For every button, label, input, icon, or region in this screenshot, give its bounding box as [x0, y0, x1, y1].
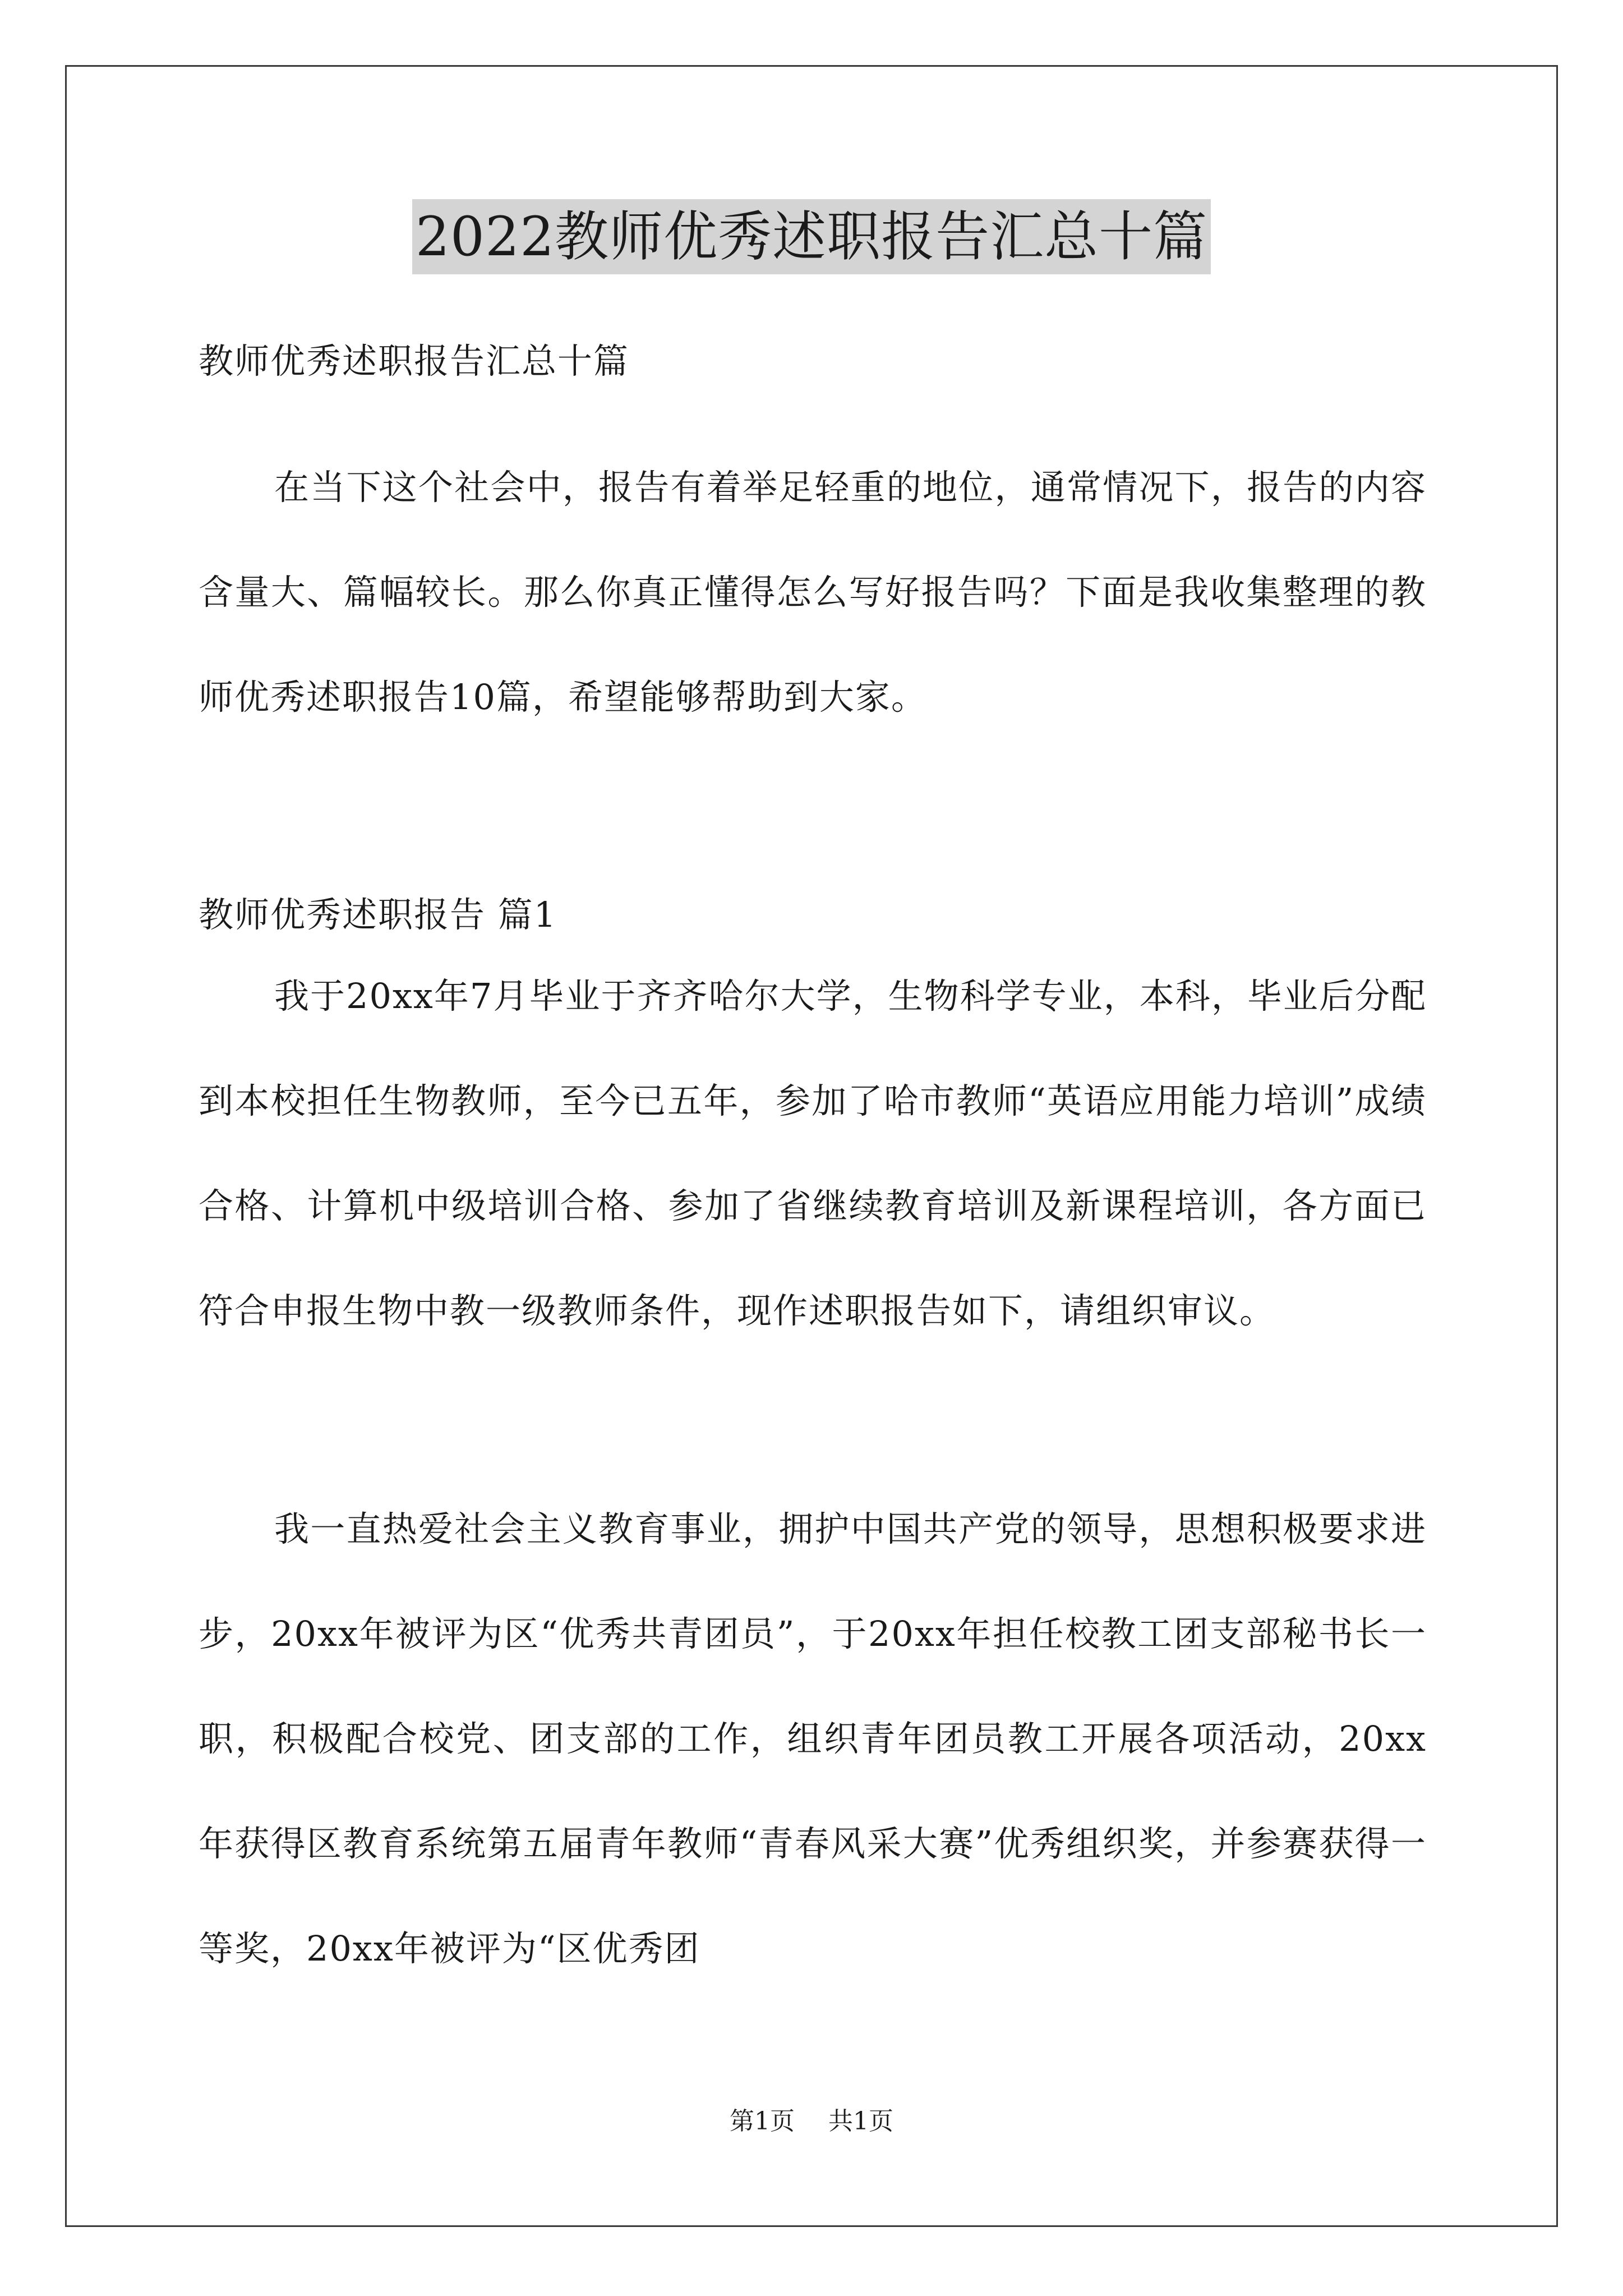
page-footer	[0, 2105, 1623, 2138]
document-title: 2022教师优秀述职报告汇总十篇	[412, 199, 1211, 274]
page-total: 共1页	[828, 2107, 893, 2136]
section-heading: 教师优秀述职报告 篇1	[199, 894, 557, 935]
document-subtitle: 教师优秀述职报告汇总十篇	[199, 341, 630, 381]
intro-paragraph: 在当下这个社会中，报告有着举足轻重的地位，通常情况下，报告的内容含量大、篇幅较长。那么你真正懂得怎么写好报告吗？下面是我收集整理的教师优秀述职报告10篇，希望能够帮助到大家。	[199, 467, 1427, 717]
body-paragraph: 我于20xx年7月毕业于齐齐哈尔大学，生物科学专业，本科，毕业后分配到本校担任生物教师，至今已五年，参加了哈市教师“英语应用能力培训”成绩合格、计算机中级培训合格、参加了省继续教育培训及新课程培训，各方面已符合申报生物中教一级教师条件，现作述职报告如下，请组织审议。	[199, 976, 1427, 1331]
body-paragraph: 我一直热爱社会主义教育事业，拥护中国共产党的领导，思想积极要求进步，20xx年被评为区“优秀共青团员”，于20xx年担任校教工团支部秘书长一职，积极配合校党、团支部的工作，组织青年团员教工开展各项活动，20xx年获得区教育系统第五届青年教师“青春风采大赛”优秀组织奖，并参赛获得一等奖，20xx年被评为“区优秀团	[199, 1508, 1427, 1969]
page-number: 第1页	[730, 2107, 795, 2136]
title-container	[0, 199, 1623, 274]
